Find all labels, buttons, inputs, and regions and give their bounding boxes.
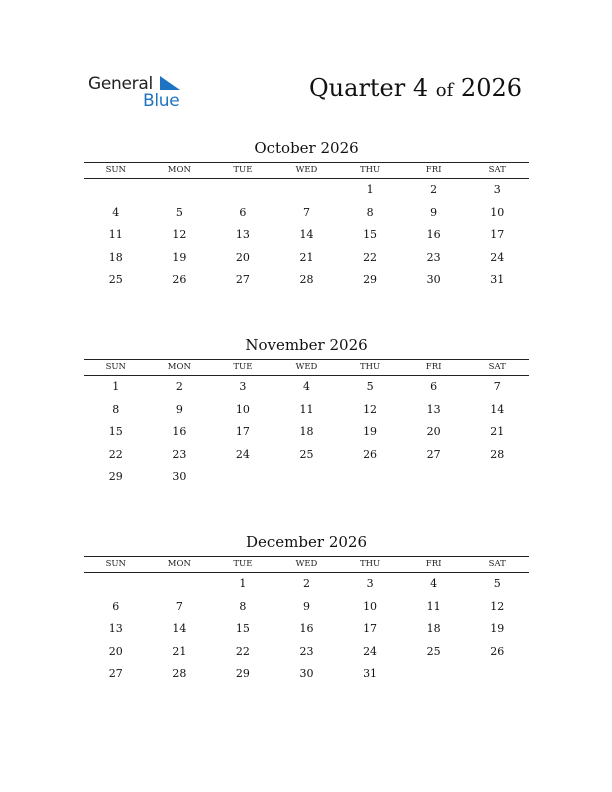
- day-cell: 4: [112, 205, 120, 219]
- weekday-label: SAT: [488, 165, 506, 175]
- weekday-label: WED: [295, 165, 318, 175]
- day-cell: 1: [366, 183, 374, 196]
- day-cell: 20: [426, 425, 441, 438]
- day-cell: 24: [363, 644, 378, 658]
- day-cell: 10: [490, 205, 505, 219]
- weekday-label: TUE: [233, 362, 253, 372]
- day-cell: 22: [235, 644, 250, 658]
- day-cell: 3: [366, 577, 374, 590]
- day-cell: 30: [426, 273, 441, 286]
- week-row: [84, 466, 529, 489]
- day-cell: 27: [108, 667, 123, 680]
- weekday-header-row: [84, 557, 529, 573]
- day-cell: 14: [490, 402, 505, 416]
- day-cell: 18: [108, 250, 123, 264]
- day-cell: [84, 573, 148, 596]
- month-grid: [84, 162, 529, 292]
- week-row: [84, 224, 529, 247]
- day-cell: 19: [363, 425, 378, 438]
- day-cell: [465, 663, 529, 686]
- day-cell: 5: [175, 205, 183, 219]
- day-cell: [465, 466, 529, 489]
- month-october: [84, 138, 529, 292]
- day-cell: 31: [363, 667, 378, 680]
- day-cell: 9: [302, 599, 310, 613]
- day-cell: 18: [426, 622, 441, 635]
- day-cell: 26: [490, 644, 505, 658]
- week-row: [84, 247, 529, 270]
- weekday-label: SAT: [488, 362, 506, 372]
- day-cell: 10: [363, 599, 378, 613]
- weekday-label: MON: [167, 362, 191, 372]
- day-cell: 25: [299, 447, 314, 461]
- day-cell: 26: [172, 273, 187, 286]
- day-cell: 13: [108, 622, 123, 635]
- week-row: [84, 618, 529, 641]
- week-row: [84, 663, 529, 686]
- day-cell: 26: [363, 447, 378, 461]
- day-cell: 16: [172, 425, 187, 438]
- day-cell: 27: [426, 447, 441, 461]
- day-cell: [275, 179, 339, 202]
- day-cell: 3: [239, 380, 247, 393]
- day-cell: [275, 466, 339, 489]
- day-cell: 4: [302, 380, 310, 393]
- day-cell: 4: [430, 577, 438, 590]
- of-label: of: [435, 80, 454, 101]
- day-cell: 2: [430, 183, 438, 196]
- day-cell: 21: [299, 250, 314, 264]
- day-cell: 20: [235, 250, 250, 264]
- year-label: 2026: [460, 74, 522, 102]
- month-november: [84, 335, 529, 489]
- day-cell: 20: [108, 644, 123, 658]
- day-cell: 30: [299, 667, 314, 680]
- week-row: [84, 376, 529, 399]
- day-cell: 24: [490, 250, 505, 264]
- day-cell: [402, 663, 466, 686]
- weekday-label: SUN: [105, 559, 126, 569]
- day-cell: 8: [239, 599, 247, 613]
- weekday-label: SAT: [488, 559, 506, 569]
- day-cell: [211, 466, 275, 489]
- weekday-label: FRI: [425, 362, 442, 372]
- day-cell: 21: [490, 425, 505, 438]
- week-row: [84, 641, 529, 664]
- week-row: [84, 444, 529, 467]
- month-december: [84, 532, 529, 686]
- day-cell: 6: [112, 599, 120, 613]
- weekday-header-row: [84, 360, 529, 376]
- month-grid: [84, 556, 529, 686]
- day-cell: 24: [235, 447, 250, 461]
- day-cell: 19: [490, 622, 505, 635]
- logo-flag-icon: [160, 76, 180, 92]
- day-cell: [211, 179, 275, 202]
- day-cell: 14: [299, 228, 314, 241]
- day-cell: 23: [426, 250, 441, 264]
- day-cell: 12: [490, 599, 505, 613]
- day-cell: 25: [108, 273, 123, 286]
- day-cell: 21: [172, 644, 187, 658]
- day-cell: 22: [108, 447, 123, 461]
- weekday-label: TUE: [233, 165, 253, 175]
- day-cell: [84, 179, 148, 202]
- day-cell: 12: [363, 402, 378, 416]
- month-title: October 2026: [254, 139, 359, 157]
- day-cell: 7: [302, 205, 310, 219]
- day-cell: 11: [426, 599, 441, 613]
- week-row: [84, 269, 529, 292]
- day-cell: 6: [430, 380, 438, 393]
- generalblue-logo: [88, 74, 198, 112]
- weekday-label: WED: [295, 559, 318, 569]
- week-row: [84, 399, 529, 422]
- week-row: [84, 573, 529, 596]
- day-cell: 17: [235, 425, 250, 438]
- day-cell: 27: [235, 273, 250, 286]
- logo-word-blue: Blue: [143, 91, 180, 111]
- quarter-label: Quarter 4: [309, 74, 429, 102]
- day-cell: 28: [490, 447, 505, 461]
- day-cell: 25: [426, 644, 441, 658]
- day-cell: 18: [299, 425, 314, 438]
- day-cell: [402, 466, 466, 489]
- day-cell: 29: [108, 470, 123, 483]
- day-cell: 12: [172, 228, 187, 241]
- day-cell: 1: [112, 380, 120, 393]
- day-cell: 13: [426, 402, 441, 416]
- day-cell: 23: [299, 644, 314, 658]
- weekday-label: WED: [295, 362, 318, 372]
- weekday-label: MON: [167, 559, 191, 569]
- day-cell: 5: [366, 380, 374, 393]
- week-row: [84, 202, 529, 225]
- day-cell: 28: [172, 667, 187, 680]
- week-row: [84, 596, 529, 619]
- weekday-label: TUE: [233, 559, 253, 569]
- weekday-label: SUN: [105, 362, 126, 372]
- day-cell: [338, 466, 402, 489]
- day-cell: 17: [363, 622, 378, 635]
- day-cell: 9: [175, 402, 183, 416]
- weekday-label: FRI: [425, 559, 442, 569]
- day-cell: 1: [239, 577, 247, 590]
- day-cell: 10: [235, 402, 250, 416]
- day-cell: 8: [366, 205, 374, 219]
- weekday-label: FRI: [425, 165, 442, 175]
- week-row: [84, 179, 529, 202]
- day-cell: 11: [108, 228, 123, 241]
- month-title: November 2026: [245, 336, 368, 354]
- day-cell: 16: [426, 228, 441, 241]
- day-cell: 15: [108, 425, 123, 438]
- day-cell: 23: [172, 447, 187, 461]
- month-grid: [84, 359, 529, 489]
- day-cell: 8: [112, 402, 120, 416]
- weekday-label: THU: [359, 362, 381, 372]
- weekday-label: SUN: [105, 165, 126, 175]
- day-cell: [148, 573, 212, 596]
- logo-word-general: General: [88, 74, 153, 94]
- day-cell: 2: [302, 577, 310, 590]
- weekday-label: THU: [359, 165, 381, 175]
- day-cell: 11: [299, 402, 314, 416]
- page-title: [309, 74, 522, 102]
- day-cell: 14: [172, 622, 187, 635]
- day-cell: 5: [493, 577, 501, 590]
- weekday-header-row: [84, 163, 529, 179]
- week-row: [84, 421, 529, 444]
- day-cell: 29: [235, 667, 250, 680]
- day-cell: 28: [299, 273, 314, 286]
- day-cell: 30: [172, 470, 187, 483]
- weekday-label: THU: [359, 559, 381, 569]
- day-cell: 16: [299, 622, 314, 635]
- day-cell: 13: [235, 228, 250, 241]
- day-cell: 9: [430, 205, 438, 219]
- day-cell: 29: [363, 273, 378, 286]
- day-cell: 3: [493, 183, 501, 196]
- day-cell: 22: [363, 250, 378, 264]
- day-cell: [148, 179, 212, 202]
- month-title: December 2026: [246, 533, 367, 551]
- day-cell: 7: [493, 380, 501, 393]
- day-cell: 19: [172, 250, 187, 264]
- day-cell: 15: [363, 228, 378, 241]
- weekday-label: MON: [167, 165, 191, 175]
- day-cell: 2: [175, 380, 183, 393]
- day-cell: 15: [235, 622, 250, 635]
- day-cell: 7: [175, 599, 183, 613]
- day-cell: 31: [490, 273, 505, 286]
- day-cell: 17: [490, 228, 505, 241]
- day-cell: 6: [239, 205, 247, 219]
